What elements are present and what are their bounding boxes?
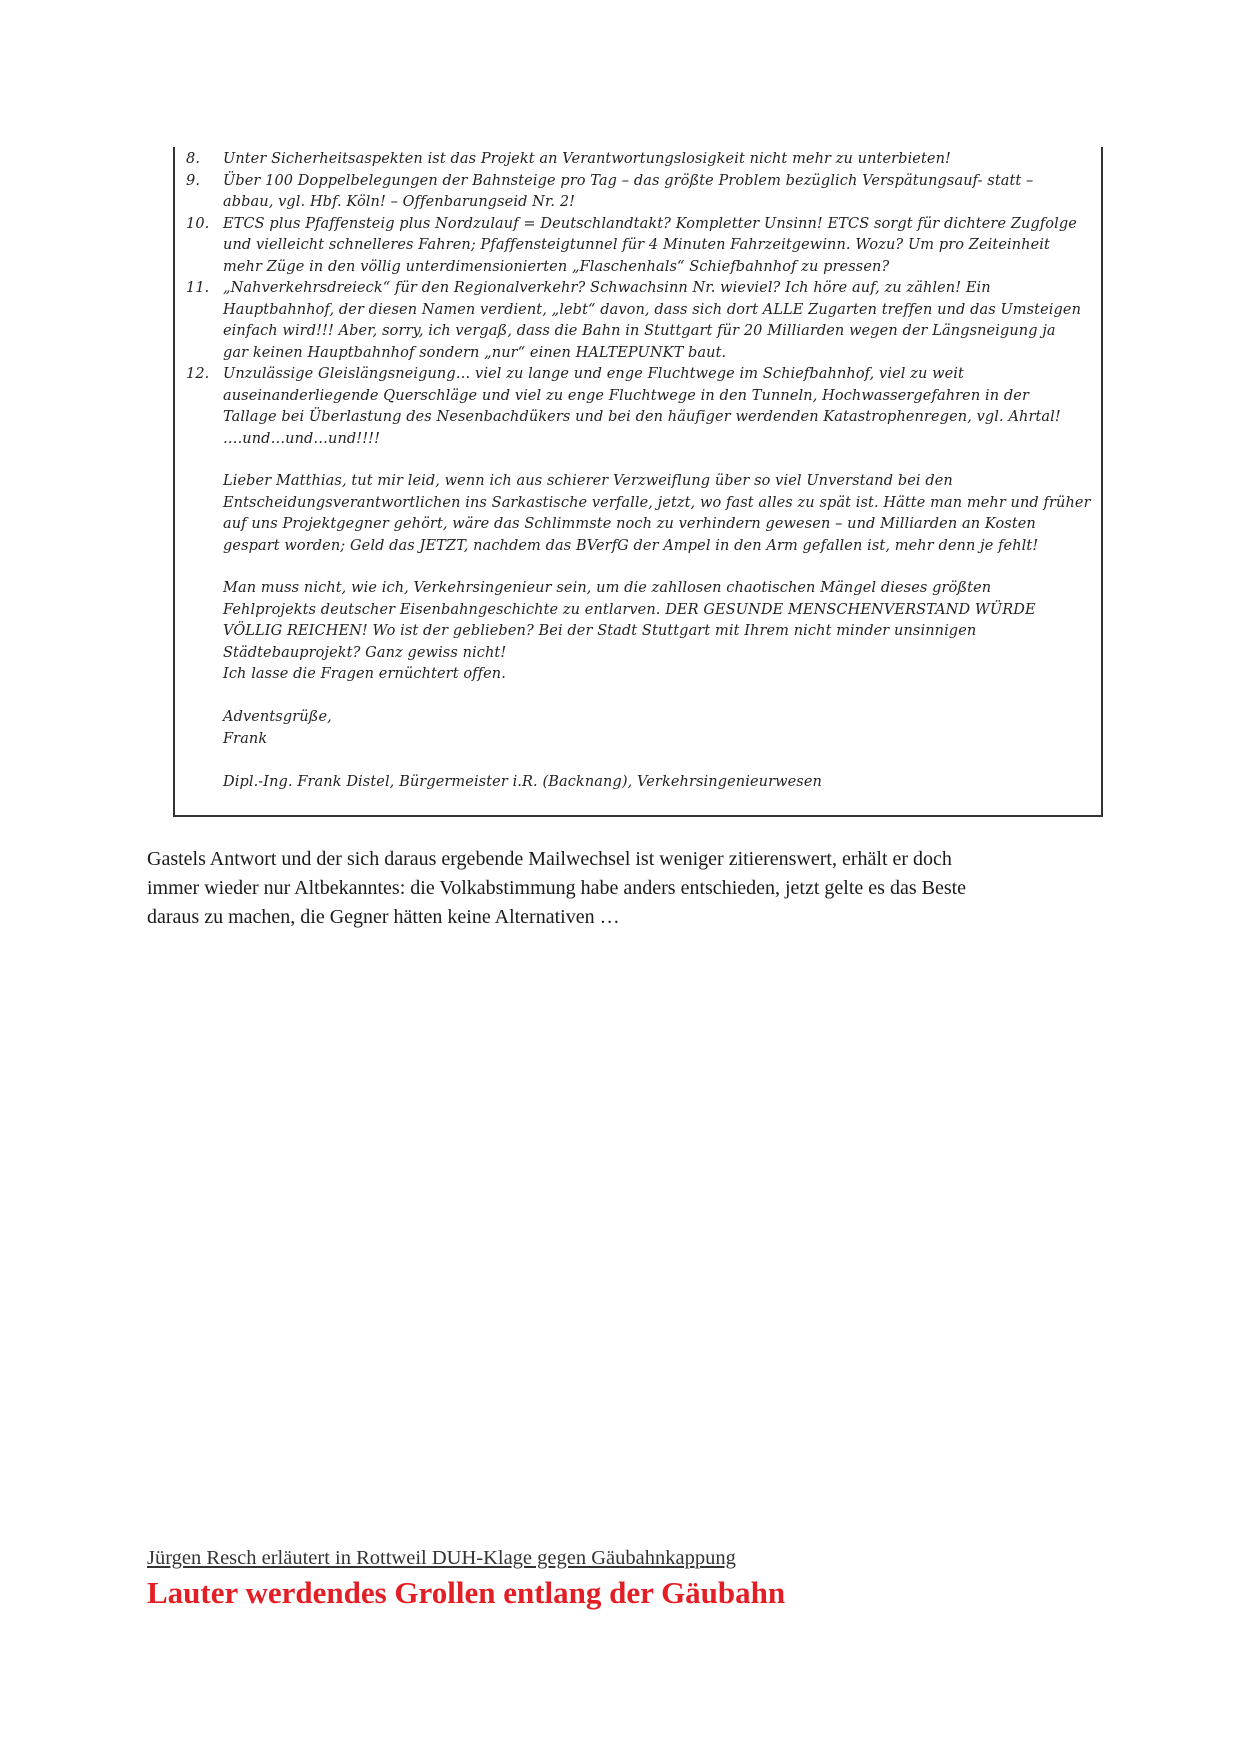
list-item-line: ETCS plus Pfaffensteig plus Nordzulauf = Deutschlandtakt? Kompletter Unsinn! ETCS sorgt für dichtere Zugfolge	[223, 215, 1077, 232]
list-number: 10.	[186, 215, 210, 232]
list-item-line: Unzulässige Gleislängsneigung… viel zu lange und enge Fluchtwege im Schiefbahnhof, viel zu weit	[223, 366, 964, 382]
list-item-line: Unter Sicherheitsaspekten ist das Projekt an Verantwortungslosigkeit nicht mehr zu unterbieten!	[223, 151, 951, 167]
list-number: 9.	[186, 172, 201, 189]
letter-paragraph-line: gespart worden; Geld das JETZT, nachdem das BVerfG der Ampel in den Arm gefallen ist, mehr denn je fehlt!	[223, 537, 1039, 554]
list-item-line: Über 100 Doppelbelegungen der Bahnsteige pro Tag – das größte Problem bezüglich Verspätungsauf- statt –	[223, 172, 1034, 189]
body-paragraph	[147, 845, 1097, 932]
letter-paragraph-line: auf uns Projektgegner gehört, wäre das Schlimmste noch zu verhindern gewesen – und Milliarden an Kosten	[223, 516, 1036, 532]
article-subheadline: Jürgen Resch erläutert in Rottweil DUH-Klage gegen Gäubahnkappung	[147, 1547, 736, 1569]
letter-paragraph-line: Man muss nicht, wie ich, Verkehrsingenieur sein, um die zahllosen chaotischen Mängel dieses größten	[223, 580, 992, 596]
list-item-line: und vielleicht schnelleres Fahren; Pfaffensteigtunnel für 4 Minuten Fahrzeitgewinn. Wozu? Um pro Zeiteinheit	[223, 237, 1050, 253]
letter-paragraph-line: Fehlprojekts deutscher Eisenbahngeschichte zu entlarven. DER GESUNDE MENSCHENVERSTAND WÜRDE	[223, 602, 1036, 618]
letter-paragraph-line: VÖLLIG REICHEN! Wo ist der geblieben? Bei der Stadt Stuttgart mit Ihrem nicht minder unsinnigen	[223, 623, 977, 639]
list-item-line: ….und…und…und!!!!	[223, 430, 380, 447]
letter-paragraph-line: Städtebauprojekt? Ganz gewiss nicht!	[223, 645, 507, 661]
list-item-line: „Nahverkehrsdreieck“ für den Regionalverkehr? Schwachsinn Nr. wieviel? Ich höre auf, zu zählen! Ein	[223, 280, 991, 296]
list-number: 11.	[186, 280, 210, 296]
list-number: 8.	[186, 151, 201, 167]
list-item-line: Hauptbahnhof, der diesen Namen verdient, „lebt“ davon, dass sich dort ALLE Zugarten treffen und das Umsteigen	[223, 301, 1082, 318]
list-item-line: gar keinen Hauptbahnhof sondern „nur“ einen HALTEPUNKT baut.	[223, 344, 727, 361]
body-paragraph-line: immer wieder nur Altbekanntes: die Volkabstimmung habe anders entschieden, jetzt gelte es das Beste	[147, 877, 967, 899]
body-paragraph-line: Gastels Antwort und der sich daraus ergebende Mailwechsel ist weniger zitierenswert, erhält er doch	[147, 848, 952, 870]
list-item-line: mehr Züge in den völlig unterdimensionierten „Flaschenhals“ Schiefbahnhof zu pressen?	[223, 258, 890, 275]
list-item-line: auseinanderliegende Querschläge und viel zu enge Fluchtwege in den Tunneln, Hochwassergefahren in der	[223, 387, 1029, 404]
letter-paragraph-line: Ich lasse die Fragen ernüchtert offen.	[223, 666, 506, 682]
article-headline: Lauter werdendes Grollen entlang der Gäubahn	[147, 1575, 786, 1610]
list-item-line: abbau, vgl. Hbf. Köln! – Offenbarungseid Nr. 2!	[223, 194, 576, 210]
list-item-line: einfach wird!!! Aber, sorry, ich vergaß, dass die Bahn in Stuttgart für 20 Milliarden wegen der Längsneigung ja	[223, 323, 1056, 339]
body-paragraph-line: daraus zu machen, die Gegner hätten keine Alternativen …	[147, 906, 620, 928]
letter-paragraph-line: Lieber Matthias, tut mir leid, wenn ich aus schierer Verzweiflung über so viel Unverstand bei den	[223, 473, 953, 489]
letter-paragraph-line: Entscheidungsverantwortlichen ins Sarkastische verfalle, jetzt, wo fast alles zu spät ist. Hätte man mehr und früher	[223, 494, 1091, 511]
letter-signature-name: Frank	[223, 731, 268, 747]
letter-closing: Adventsgrüße,	[223, 709, 332, 725]
list-number: 12.	[186, 366, 210, 382]
letter-signature-full: Dipl.-Ing. Frank Distel, Bürgermeister i.R. (Backnang), Verkehrsingenieurwesen	[223, 774, 822, 790]
list-item-line: Tallage bei Überlastung des Nesenbachdükers und bei den häufiger werdenden Katastrophenregen, vgl. Ahrtal!	[223, 409, 1061, 425]
